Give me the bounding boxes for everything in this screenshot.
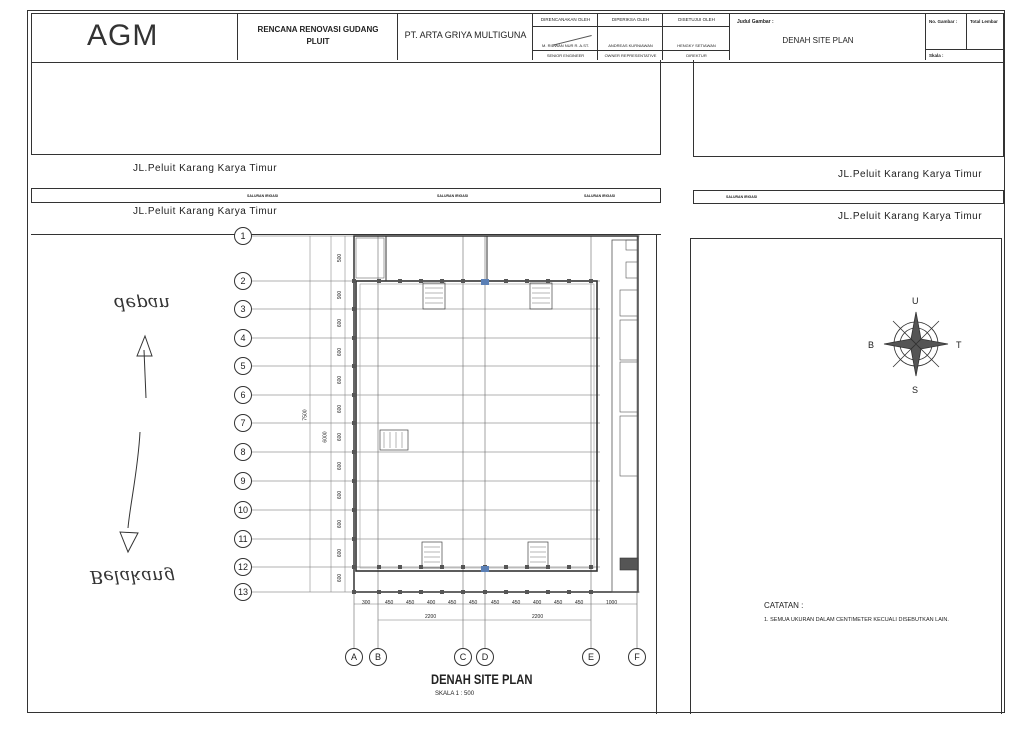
- compass-south: S: [912, 385, 919, 395]
- dim-bottom-1: 300: [362, 600, 371, 606]
- grid-row-10: 10: [234, 501, 252, 519]
- grid-row-9: 9: [234, 472, 252, 490]
- grid-row-1: 1: [234, 227, 252, 245]
- drawing-number-label: No. Gambar :: [929, 19, 958, 24]
- dim-left-3: 600: [337, 318, 344, 328]
- dim-bottom-10: 450: [554, 600, 563, 606]
- grid-row-13: 13: [234, 583, 252, 601]
- compass-west: B: [868, 340, 875, 350]
- compass-east: T: [956, 340, 962, 350]
- dim-bottom-6: 450: [469, 600, 478, 606]
- dim-overall-2: 6000: [322, 431, 329, 443]
- irrigation-label: SALURAN IRIGASI: [437, 194, 469, 198]
- dim-overall-1: 7500: [302, 409, 309, 421]
- company-name: PT. ARTA GRIYA MULTIGUNA: [404, 30, 527, 40]
- dimension-lines-left: [310, 236, 345, 592]
- street-name-left-upper: JL.Peluit Karang Karya Timur: [133, 163, 278, 174]
- dim-left-8: 600: [337, 461, 344, 471]
- dim-left-7: 600: [337, 432, 344, 442]
- warehouse-outline: [356, 281, 597, 571]
- notes-heading: CATATAN :: [764, 601, 804, 610]
- dim-total-left: 2200: [425, 614, 437, 620]
- plan-title: DENAH SITE PLAN: [431, 671, 533, 687]
- dim-left-6: 600: [337, 404, 344, 414]
- grid-row-8: 8: [234, 443, 252, 461]
- planned-by-label: DIRENCANAKAN OLEH: [540, 17, 591, 22]
- grid-col-c: C: [454, 648, 472, 666]
- drawing-title: DENAH SITE PLAN: [782, 36, 854, 45]
- ramps: [380, 283, 552, 568]
- dim-left-1: 500: [337, 253, 344, 263]
- planned-by-name: M. RIDWAN NUR R. A.ST.: [542, 43, 589, 48]
- approved-by-role: DIREKTUR: [686, 53, 707, 58]
- company-logo: AGM: [87, 19, 159, 52]
- handwritten-back: Belakang: [90, 566, 176, 587]
- dim-bottom-12: 1000: [606, 600, 618, 606]
- street-name-right-upper: JL.Peluit Karang Karya Timur: [838, 169, 983, 180]
- note-item-1: 1. SEMUA UKURAN DALAM CENTIMETER KECUALI DISEBUTKAN LAIN.: [764, 617, 949, 623]
- building-outline: [354, 236, 638, 592]
- dim-left-5: 600: [337, 375, 344, 385]
- dim-bottom-9: 400: [533, 600, 542, 606]
- grid-row-5: 5: [234, 357, 252, 375]
- approved-by-name: HENGKY SETIAWAN: [677, 43, 716, 48]
- drawing-title-label: Judul Gambar :: [737, 19, 774, 25]
- checked-by-name: ANDREAS KURNIAWAN: [608, 43, 653, 48]
- checked-by-role: OWNER REPRESENTATIVE: [604, 53, 657, 58]
- dim-left-4: 600: [337, 347, 344, 357]
- planned-by-role: SENIOR ENGINEER: [546, 53, 585, 58]
- dim-bottom-8: 450: [512, 600, 521, 606]
- grid-row-4: 4: [234, 329, 252, 347]
- dim-bottom-2: 450: [385, 600, 394, 606]
- dim-left-12: 600: [337, 573, 344, 583]
- project-name-line2: PLUIT: [306, 37, 330, 46]
- grid-col-e: E: [582, 648, 600, 666]
- compass-north: U: [912, 296, 919, 306]
- grid-row-11: 11: [234, 530, 252, 548]
- grid-col-b: B: [369, 648, 387, 666]
- hand-arrows: [120, 336, 152, 552]
- dim-left-11: 600: [337, 548, 344, 558]
- handwritten-front: depan: [114, 293, 171, 314]
- street-name-left-lower: JL.Peluit Karang Karya Timur: [133, 206, 278, 217]
- dim-bottom-5: 450: [448, 600, 457, 606]
- approved-by-label: DISETUJUI OLEH: [678, 17, 715, 22]
- scale-label: Skala :: [929, 53, 944, 58]
- grid-col-f: F: [628, 648, 646, 666]
- dim-left-2: 900: [337, 290, 344, 300]
- dim-left-10: 600: [337, 519, 344, 529]
- grid-lines-vertical: [354, 236, 637, 650]
- checked-by-label: DIPERIKSA OLEH: [611, 17, 650, 22]
- dim-total-right: 2200: [532, 614, 544, 620]
- grid-col-a: A: [345, 648, 363, 666]
- dim-left-9: 600: [337, 490, 344, 500]
- grid-col-d: D: [476, 648, 494, 666]
- dim-bottom-3: 450: [406, 600, 415, 606]
- project-name-line1: RENCANA RENOVASI GUDANG: [257, 25, 379, 34]
- dim-bottom-11: 450: [575, 600, 584, 606]
- dim-bottom-7: 450: [491, 600, 500, 606]
- grid-row-7: 7: [234, 414, 252, 432]
- columns: [352, 279, 593, 594]
- compass-rose: [884, 312, 948, 376]
- total-sheets-label: Total Lembar: [970, 19, 998, 24]
- irrigation-label: SALURAN IRIGASI: [726, 195, 758, 199]
- grid-row-6: 6: [234, 386, 252, 404]
- marker-blue: [481, 279, 489, 285]
- irrigation-label: SALURAN IRIGASI: [247, 194, 279, 198]
- street-name-right-lower: JL.Peluit Karang Karya Timur: [838, 211, 983, 222]
- grid-row-2: 2: [234, 272, 252, 290]
- grid-row-12: 12: [234, 558, 252, 576]
- irrigation-label: SALURAN IRIGASI: [584, 194, 616, 198]
- plan-scale: SKALA 1 : 500: [435, 691, 475, 697]
- grid-row-3: 3: [234, 300, 252, 318]
- dim-bottom-4: 400: [427, 600, 436, 606]
